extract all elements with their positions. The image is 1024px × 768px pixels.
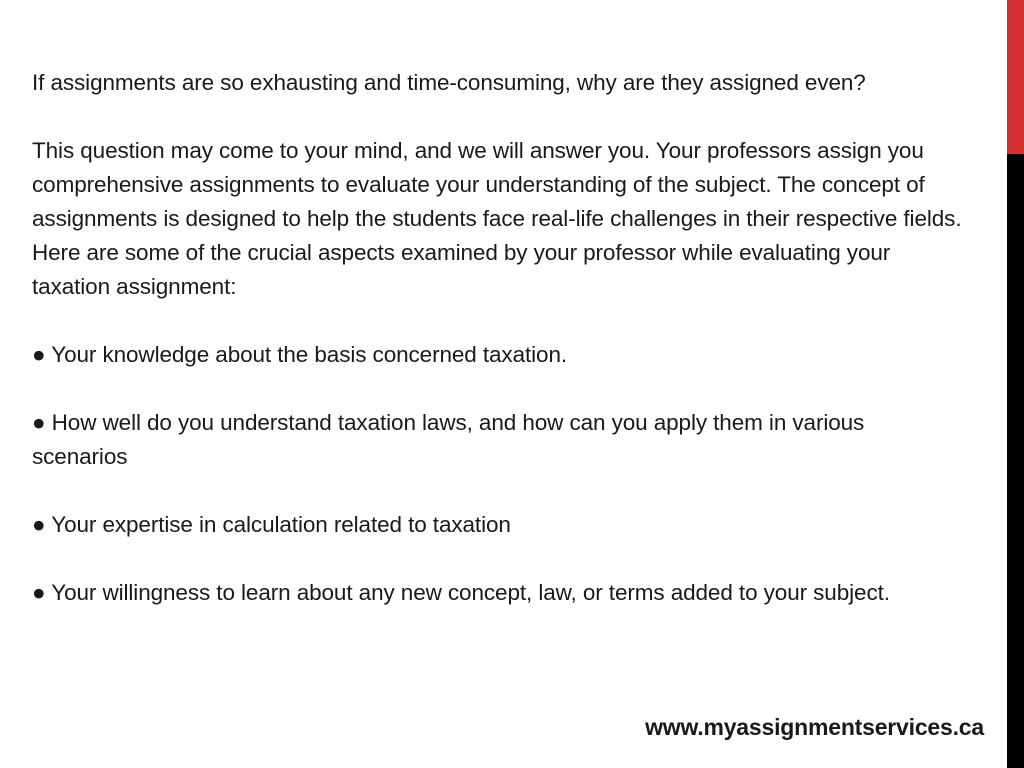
bullet-item-calculation: ● Your expertise in calculation related to taxation bbox=[32, 512, 511, 537]
bullet-item-laws: ● How well do you understand taxation laws, and how can you apply them in various scenarios bbox=[32, 410, 865, 469]
intro-question: If assignments are so exhausting and time-consuming, why are they assigned even? bbox=[32, 70, 866, 95]
footer-website-url: www.myassignmentservices.ca bbox=[645, 714, 984, 740]
bullet-item-knowledge: ● Your knowledge about the basis concerned taxation. bbox=[32, 342, 568, 367]
accent-bar-red bbox=[1007, 0, 1024, 154]
accent-bar-black bbox=[1007, 154, 1024, 768]
slide-body bbox=[32, 66, 962, 610]
bullet-item-willingness: ● Your willingness to learn about any new concept, law, or terms added to your subject. bbox=[32, 580, 890, 605]
explanation-paragraph: This question may come to your mind, and we will answer you. Your professors assign you comprehensive assignments to evaluate your understanding of the subject. The concept of assignments is designed to help the students face real-life challenges in their respective fields. Here are some of the crucial aspects examined by your professor while evaluating your taxation assignment: bbox=[32, 138, 962, 299]
